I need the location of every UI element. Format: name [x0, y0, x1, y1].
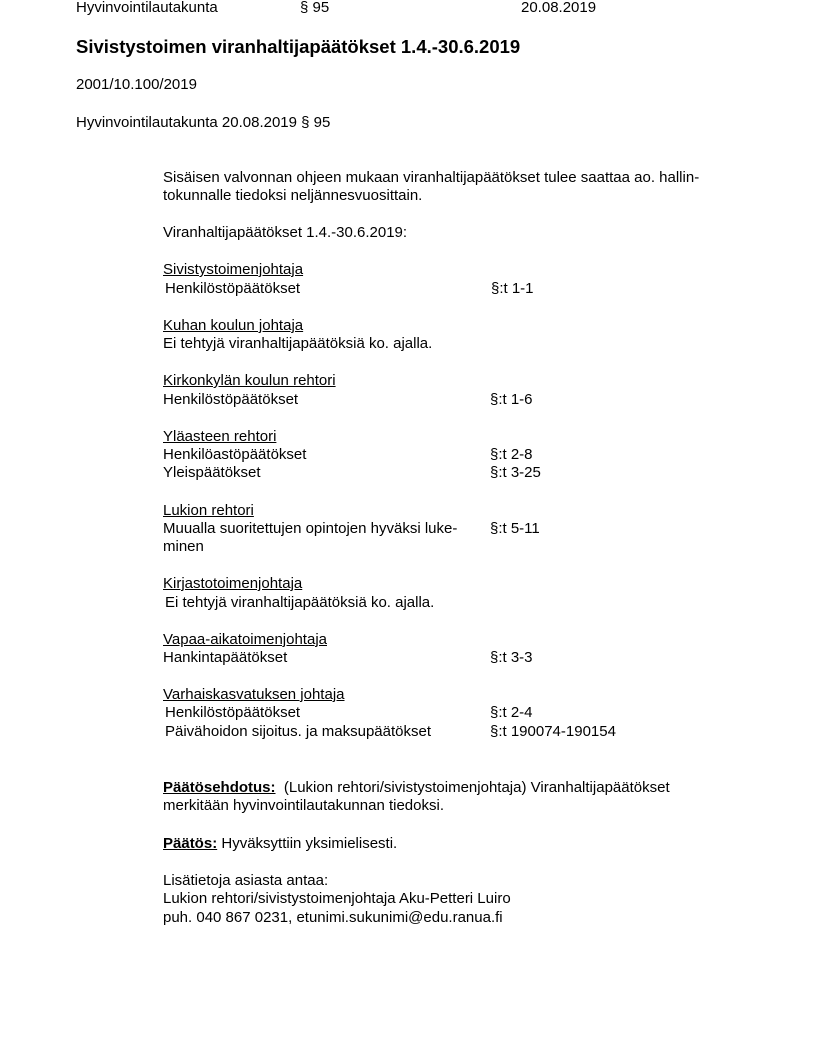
official-heading: Vapaa-aikatoimenjohtaja: [163, 631, 327, 648]
official-heading: Kirkonkylän koulun rehtori: [163, 372, 336, 389]
decision-ref: §:t 190074-190154: [490, 723, 616, 740]
official-heading: Varhaiskasvatuksen johtaja: [163, 686, 345, 703]
official-heading: Lukion rehtori: [163, 502, 254, 519]
proposal: [163, 779, 670, 797]
decision-label: Päätös:: [163, 835, 218, 852]
decision-ref: §:t 1-1: [491, 280, 534, 297]
decision-text: Hyväksyttiin yksimielisesti.: [221, 835, 398, 852]
decision-ref: §:t 3-25: [490, 464, 541, 481]
header-section: § 95: [300, 0, 330, 16]
contact-line: Lisätietoja asiasta antaa:: [163, 872, 329, 889]
decision-type: Henkilöstöpäätökset: [165, 704, 301, 721]
decision-type: Henkilöstöpäätökset: [163, 391, 299, 408]
decision-ref: §:t 1-6: [490, 391, 533, 408]
official-heading: Kirjastotoimenjohtaja: [163, 575, 303, 592]
decision-type-cont: minen: [163, 538, 204, 555]
decision-type: Henkilöstöpäätökset: [165, 280, 301, 297]
proposal-text: (Lukion rehtori/sivistystoimenjohtaja) Viranhaltijapäätökset: [283, 779, 670, 796]
decision-ref: §:t 2-4: [490, 704, 533, 721]
proposal-label: Päätösehdotus:: [163, 779, 276, 796]
page-title: Sivistystoimen viranhaltijapäätökset 1.4.-30.6.2019: [76, 36, 521, 57]
decision-type: Muualla suoritettujen opintojen hyväksi luke-: [163, 520, 458, 537]
list-heading: Viranhaltijapäätökset 1.4.-30.6.2019:: [163, 224, 408, 241]
official-heading: Yläasteen rehtori: [163, 428, 277, 445]
decision-ref: §:t 5-11: [490, 520, 540, 537]
decision-type: Päivähoidon sijoitus. ja maksupäätökset: [165, 723, 431, 740]
contact-line: Lukion rehtori/sivistystoimenjohtaja Aku-Petteri Luiro: [163, 890, 511, 907]
decision-type: Yleispäätökset: [163, 464, 261, 481]
decision-ref: §:t 3-3: [490, 649, 533, 666]
decision-type: Henkilöastöpäätökset: [163, 446, 307, 463]
decision-type: Hankintapäätökset: [163, 649, 288, 666]
decision-ref: §:t 2-8: [490, 446, 533, 463]
contact-line: puh. 040 867 0231, etunimi.sukunimi@edu.ranua.fi: [163, 909, 503, 926]
intro-line: tokunnalle tiedoksi neljännesvuosittain.: [163, 187, 423, 204]
header-date: 20.08.2019: [521, 0, 597, 16]
meeting-reference: Hyvinvointilautakunta 20.08.2019 § 95: [76, 114, 331, 131]
header-board: Hyvinvointilautakunta: [76, 0, 218, 16]
official-heading: Sivistystoimenjohtaja: [163, 261, 304, 278]
decision: [163, 835, 397, 853]
intro-line: Sisäisen valvonnan ohjeen mukaan viranhaltijapäätökset tulee saattaa ao. hallin-: [163, 169, 700, 186]
official-heading: Kuhan koulun johtaja: [163, 317, 304, 334]
decision-type: Ei tehtyjä viranhaltijapäätöksiä ko. ajalla.: [165, 594, 435, 611]
proposal-text-cont: merkitään hyvinvointilautakunnan tiedoksi.: [163, 797, 444, 814]
record-number: 2001/10.100/2019: [76, 76, 197, 93]
decision-type: Ei tehtyjä viranhaltijapäätöksiä ko. ajalla.: [163, 335, 433, 352]
